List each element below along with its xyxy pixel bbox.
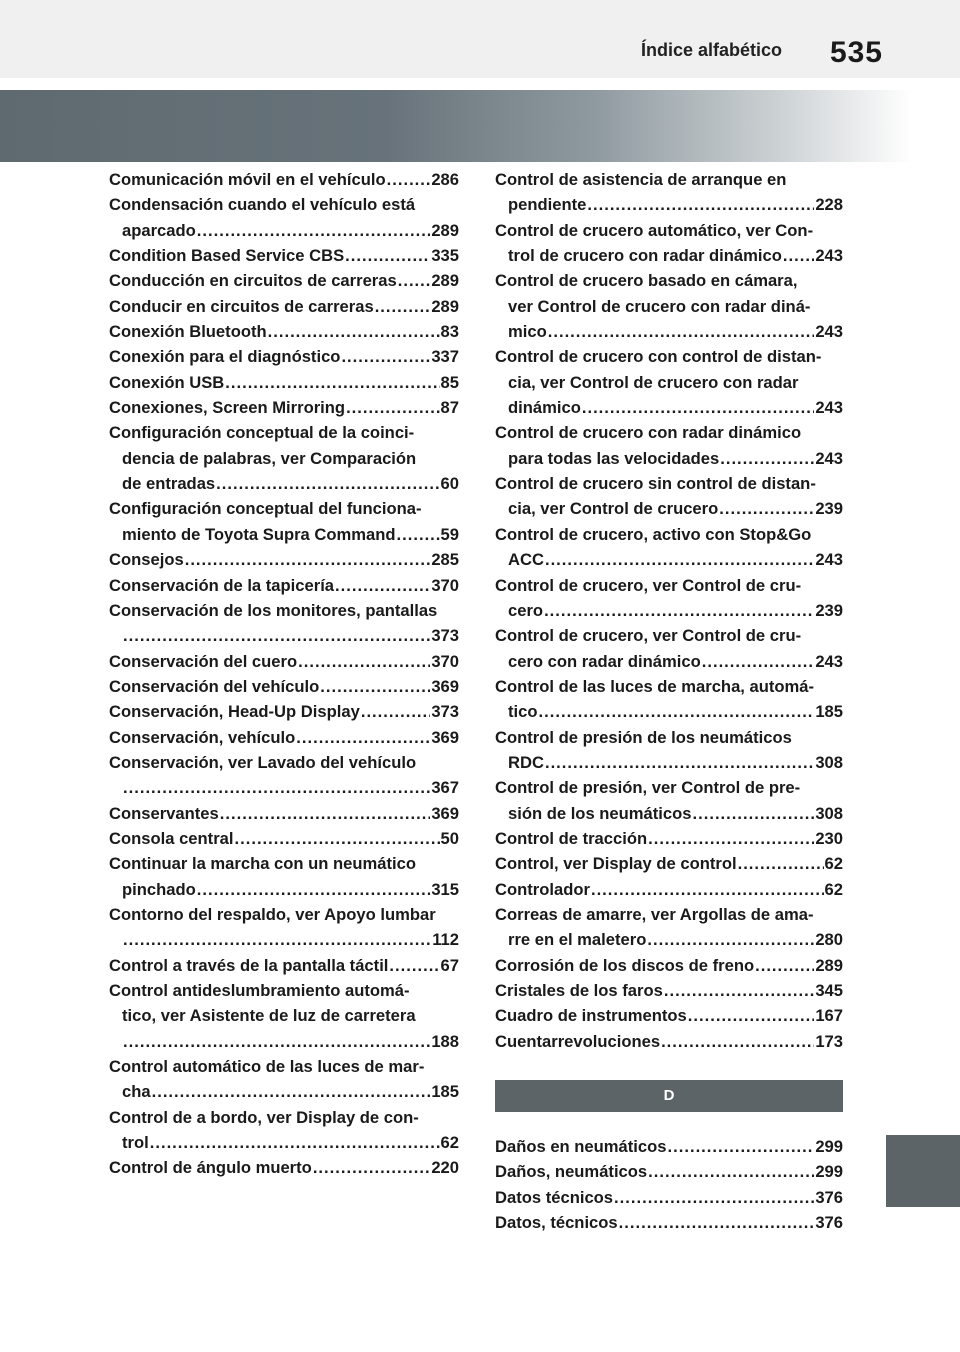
dot-leader — [268, 319, 440, 344]
index-entry — [109, 1155, 459, 1180]
index-entry-text: dencia de palabras, ver Comparación — [122, 448, 417, 468]
index-entry-term: Daños, neumáticos — [495, 1162, 648, 1182]
dot-leader — [235, 826, 440, 851]
index-entry — [495, 1029, 843, 1054]
dot-leader — [220, 801, 431, 826]
section-title: Índice alfabético — [640, 40, 782, 60]
dot-leader — [587, 192, 814, 217]
index-entry-text: Control automático de las luces de mar- — [109, 1057, 425, 1077]
page-reference: 243 — [815, 322, 843, 342]
index-entry-text: Control de crucero, ver Control de cru- — [495, 575, 802, 595]
dot-leader — [702, 649, 815, 674]
dot-leader — [123, 1029, 430, 1054]
index-entry — [495, 573, 843, 624]
index-entry-term: Control a través de la pantalla táctil — [109, 955, 389, 975]
index-entry — [495, 471, 843, 522]
index-entry-text: Control de presión de los neumáticos — [495, 727, 792, 747]
index-entry-text: Control de crucero sin control de distan- — [495, 474, 816, 494]
index-entry — [109, 826, 459, 851]
page-reference: 289 — [431, 220, 459, 240]
index-entry-term: Daños en neumáticos — [495, 1137, 667, 1157]
index-entry-term: Conexión Bluetooth — [109, 322, 267, 342]
dot-leader — [648, 826, 814, 851]
dot-leader — [387, 167, 431, 192]
index-entry — [495, 268, 843, 344]
index-entry-term: Consejos — [109, 550, 184, 570]
page-reference: 376 — [815, 1187, 843, 1207]
index-entry-term: Condition Based Service CBS — [109, 246, 345, 266]
dot-leader — [123, 927, 431, 952]
page-reference: 345 — [815, 981, 843, 1000]
index-entry-text: Control de presión, ver Control de pre- — [495, 778, 801, 798]
index-entry-term: Conservación del vehículo — [109, 676, 320, 696]
index-entry — [495, 522, 843, 573]
index-entry — [495, 623, 843, 674]
page-reference: 315 — [431, 879, 459, 899]
page-reference: 308 — [815, 803, 843, 823]
index-entry-text: Control de crucero con radar dinámico — [495, 423, 802, 443]
index-entry-text: Control de asistencia de arranque en — [495, 170, 787, 189]
page-reference: 373 — [431, 626, 459, 646]
index-entry — [109, 801, 459, 826]
dot-leader — [398, 268, 431, 293]
index-entry — [109, 547, 459, 572]
index-entry-term: Conexiones, Screen Mirroring — [109, 398, 346, 418]
index-entry — [495, 953, 843, 978]
page-reference: 220 — [431, 1158, 459, 1178]
dot-leader — [619, 1210, 815, 1235]
index-entry — [109, 851, 459, 902]
index-entry — [109, 953, 459, 978]
dot-leader — [647, 927, 814, 952]
index-entry-term: cia, ver Control de crucero — [508, 499, 719, 519]
index-entry — [109, 268, 459, 293]
dot-leader — [197, 218, 431, 243]
page-reference: 173 — [815, 1031, 843, 1051]
index-entry — [109, 420, 459, 496]
page-reference: 59 — [440, 524, 459, 544]
index-entry-term: Consola central — [109, 828, 234, 848]
index-entry-text: Correas de amarre, ver Argollas de ama- — [495, 904, 814, 924]
index-entry-term: trol — [122, 1133, 149, 1153]
dot-leader — [783, 243, 814, 268]
index-entry — [109, 1105, 459, 1156]
index-entry-text: Conservación, ver Lavado del vehículo — [109, 752, 417, 772]
index-entry-term: Conservación del cuero — [109, 651, 298, 671]
page-reference: 185 — [431, 1082, 459, 1102]
index-entry — [109, 496, 459, 547]
dot-leader — [150, 1130, 440, 1155]
index-entry — [495, 674, 843, 725]
dot-leader — [152, 1079, 431, 1104]
chapter-tab — [886, 1135, 960, 1207]
index-entry — [495, 978, 843, 1003]
index-entry-term: Control, ver Display de control — [495, 854, 737, 874]
index-entry — [495, 344, 843, 420]
index-entry — [495, 1210, 843, 1235]
index-entry-term: aparcado — [122, 220, 196, 240]
index-entry-text: Configuración conceptual de la coinci- — [109, 423, 415, 443]
index-entry-term: Conservación, vehículo — [109, 727, 296, 747]
page-reference: 83 — [440, 322, 459, 342]
index-entry-text: Control antideslumbramiento automá- — [109, 981, 410, 1000]
index-entry-term: Control de tracción — [495, 828, 648, 848]
dot-leader — [664, 978, 814, 1003]
page-reference: 62 — [440, 1133, 459, 1153]
dot-leader — [298, 649, 430, 674]
index-entry-text: Continuar la marcha con un neumático — [109, 854, 417, 874]
page-reference: 67 — [440, 955, 459, 975]
index-entry — [495, 420, 843, 471]
index-entry — [495, 725, 843, 776]
page-reference: 112 — [432, 930, 459, 950]
index-entry — [495, 851, 843, 876]
index-entry-term: Comunicación móvil en el vehículo — [109, 170, 386, 189]
dot-leader — [648, 1159, 814, 1184]
dot-leader — [693, 801, 815, 826]
page-reference: 239 — [815, 499, 843, 519]
dot-leader — [545, 547, 814, 572]
dot-leader — [216, 471, 439, 496]
page-reference: 376 — [815, 1213, 843, 1233]
dot-leader — [389, 953, 439, 978]
page-reference: 243 — [815, 550, 843, 570]
index-entry-term: cero — [508, 600, 544, 620]
page-reference: 280 — [815, 930, 843, 950]
page-reference: 87 — [440, 398, 459, 418]
index-entry — [495, 167, 843, 218]
dot-leader — [545, 750, 814, 775]
index-entry-term: Datos técnicos — [495, 1187, 614, 1207]
index-entry-term: Conservación de la tapicería — [109, 575, 335, 595]
index-entry-text: Control de las luces de marcha, automá- — [495, 676, 815, 696]
index-entry-term: Conexión USB — [109, 372, 225, 392]
index-entry-term: Cuadro de instrumentos — [495, 1006, 687, 1026]
index-entry — [109, 370, 459, 395]
index-entry — [495, 1003, 843, 1028]
page-reference: 62 — [824, 854, 843, 874]
page-reference: 285 — [431, 550, 459, 570]
dot-leader — [548, 319, 815, 344]
dot-leader — [375, 294, 431, 319]
index-entry-text: Control de crucero, activo con Stop&Go — [495, 524, 812, 544]
index-entry-text: Control de crucero basado en cámara, — [495, 271, 798, 291]
index-entry — [109, 395, 459, 420]
dot-leader — [668, 1134, 815, 1159]
index-entry — [495, 826, 843, 851]
index-entry — [495, 1134, 843, 1159]
index-entry-term: dinámico — [508, 398, 581, 418]
index-entry — [109, 674, 459, 699]
index-entry — [109, 649, 459, 674]
decorative-banner — [0, 90, 960, 162]
index-entry-term: pinchado — [122, 879, 196, 899]
dot-leader — [397, 522, 440, 547]
index-entry-term: Cuentarrevoluciones — [495, 1031, 661, 1051]
dot-leader — [582, 395, 814, 420]
index-column-left — [109, 167, 459, 1181]
index-entry — [109, 573, 459, 598]
index-entry — [109, 978, 459, 1054]
dot-leader — [185, 547, 431, 572]
page-reference: 370 — [431, 651, 459, 671]
index-entry-term: cha — [122, 1082, 151, 1102]
index-entry — [495, 902, 843, 953]
dot-leader — [345, 243, 430, 268]
index-entry — [109, 294, 459, 319]
dot-leader — [197, 877, 431, 902]
page-reference: 230 — [815, 828, 843, 848]
page-reference: 228 — [815, 195, 843, 215]
index-entry — [109, 1054, 459, 1105]
dot-leader — [591, 877, 824, 902]
index-entry-term: miento de Toyota Supra Command — [122, 524, 396, 544]
index-entry-term: Control de ángulo muerto — [109, 1158, 312, 1178]
page-reference: 243 — [815, 651, 843, 671]
index-entry-text: Control de a bordo, ver Display de con- — [109, 1107, 419, 1127]
page-reference: 167 — [815, 1006, 843, 1026]
index-entry-term: tico — [508, 702, 538, 722]
index-entry-term: trol de crucero con radar dinámico — [508, 246, 782, 266]
index-entry — [109, 243, 459, 268]
page-reference: 286 — [431, 170, 459, 189]
page-reference: 243 — [815, 246, 843, 266]
dot-leader — [661, 1029, 814, 1054]
dot-leader — [755, 953, 814, 978]
dot-leader — [123, 775, 430, 800]
page-reference: 367 — [431, 778, 459, 798]
page-reference: 308 — [815, 752, 843, 772]
page-reference: 289 — [431, 271, 459, 291]
dot-leader — [544, 598, 814, 623]
index-entry-text: tico, ver Asistente de luz de carretera — [122, 1006, 416, 1026]
dot-leader — [341, 344, 430, 369]
section-letter: D — [663, 1087, 675, 1105]
dot-leader — [738, 851, 824, 876]
index-entry — [109, 192, 459, 243]
page-reference: 185 — [815, 702, 843, 722]
dot-leader — [320, 674, 430, 699]
dot-leader — [335, 573, 430, 598]
page-reference: 239 — [815, 600, 843, 620]
dot-leader — [225, 370, 439, 395]
index-entry-text: Configuración conceptual del funciona- — [109, 499, 422, 519]
index-entry-term: Corrosión de los discos de freno — [495, 955, 755, 975]
dot-leader — [123, 623, 430, 648]
index-entry-term: Cristales de los faros — [495, 981, 663, 1000]
index-entry-term: Conducción en circuitos de carreras — [109, 271, 397, 291]
index-entry-text: ver Control de crucero con radar diná- — [508, 296, 811, 316]
index-entry-text: Conservación de los monitores, pantallas — [109, 600, 438, 620]
index-entry-text: Contorno del respaldo, ver Apoyo lumbar — [109, 904, 436, 924]
header-bar — [0, 0, 960, 78]
page-reference: 243 — [815, 398, 843, 418]
dot-leader — [719, 496, 814, 521]
page-reference: 369 — [431, 727, 459, 747]
page-reference: 370 — [431, 575, 459, 595]
dot-leader — [539, 699, 815, 724]
page-reference: 373 — [431, 702, 459, 722]
index-entry-term: rre en el maletero — [508, 930, 647, 950]
index-entry — [495, 877, 843, 902]
page-reference: 289 — [815, 955, 843, 975]
index-entry — [109, 167, 459, 192]
page-reference: 60 — [440, 474, 459, 494]
page-reference: 188 — [431, 1031, 459, 1051]
index-entry-term: Conservación, Head-Up Display — [109, 702, 360, 722]
dot-leader — [614, 1185, 814, 1210]
page-reference: 369 — [431, 803, 459, 823]
page-reference: 62 — [824, 879, 843, 899]
index-entry — [495, 1159, 843, 1184]
index-entry — [495, 218, 843, 269]
page-reference: 299 — [815, 1162, 843, 1182]
index-entry — [109, 344, 459, 369]
index-entry — [109, 725, 459, 750]
index-entry-term: Conservantes — [109, 803, 219, 823]
dot-leader — [296, 725, 430, 750]
index-entry-term: sión de los neumáticos — [508, 803, 692, 823]
index-entry-term: de entradas — [122, 474, 216, 494]
index-entry-term: ACC — [508, 550, 544, 570]
index-entry — [109, 750, 459, 801]
index-entry — [495, 1185, 843, 1210]
index-entry — [109, 902, 459, 953]
dot-leader — [688, 1003, 815, 1028]
page-number: 535 — [829, 36, 883, 69]
index-column-right — [495, 167, 843, 1235]
index-entry — [109, 699, 459, 724]
page-reference: 85 — [440, 372, 459, 392]
index-entry-text: cia, ver Control de crucero con radar — [508, 372, 799, 392]
index-entry-term: Conexión para el diagnóstico — [109, 347, 341, 367]
page-reference: 335 — [431, 246, 459, 266]
index-entry-text: Control de crucero con control de distan- — [495, 347, 822, 367]
index-entry-term: Conducir en circuitos de carreras — [109, 296, 374, 316]
index-entry-term: RDC — [508, 752, 544, 772]
dot-leader — [346, 395, 439, 420]
index-entry-text: Control de crucero, ver Control de cru- — [495, 626, 802, 646]
section-header-d — [495, 1080, 843, 1112]
index-entry-text: Control de crucero automático, ver Con- — [495, 220, 814, 240]
dot-leader — [313, 1155, 431, 1180]
page-reference: 289 — [431, 296, 459, 316]
dot-leader — [720, 446, 814, 471]
page-reference: 337 — [431, 347, 459, 367]
dot-leader — [361, 699, 430, 724]
index-entry-term: cero con radar dinámico — [508, 651, 701, 671]
page-reference: 369 — [431, 676, 459, 696]
index-entry-term: Controlador — [495, 879, 590, 899]
index-entry-term: mico — [508, 322, 547, 342]
index-entry-term: pendiente — [508, 195, 587, 215]
index-entry-text: Condensación cuando el vehículo está — [109, 195, 416, 215]
index-entry-term: Datos, técnicos — [495, 1213, 618, 1233]
index-entry — [495, 775, 843, 826]
index-entry — [109, 598, 459, 649]
page-reference: 299 — [815, 1137, 843, 1157]
page-reference: 243 — [815, 448, 843, 468]
index-entry — [109, 319, 459, 344]
page-reference: 50 — [440, 828, 459, 848]
index-entry-term: para todas las velocidades — [508, 448, 720, 468]
